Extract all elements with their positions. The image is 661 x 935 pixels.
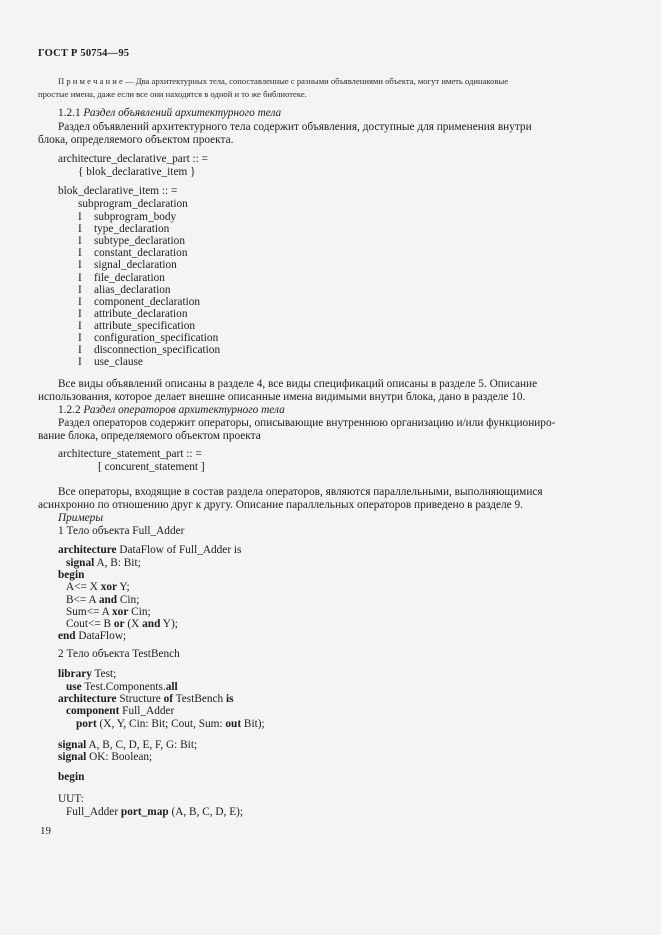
code-text: (X, Y, Cin: Bit; Cout, Sum:	[96, 718, 226, 730]
paragraph-line: Все виды объявлений описаны в разделе 4, все виды спецификаций описаны в разделе 5. Описание	[58, 378, 538, 390]
grammar-item	[78, 259, 177, 271]
grammar-item	[78, 344, 220, 356]
keyword: and	[142, 618, 161, 630]
keyword: port_map	[120, 806, 169, 818]
keyword: xor	[112, 606, 129, 618]
code-line: UUT:	[58, 793, 84, 805]
separator-mark: I	[78, 344, 82, 357]
code-text: Sum<= A	[66, 606, 113, 618]
code-line	[58, 569, 84, 581]
grammar-item	[78, 235, 185, 247]
code-text: Y);	[160, 618, 178, 630]
code-text: Test.Components.	[81, 681, 166, 693]
paragraph-line: Все операторы, входящие в состав раздела операторов, являются параллельными, выполняющимися	[58, 486, 543, 498]
code-line	[58, 693, 234, 705]
examples-label-text: Примеры	[58, 512, 103, 524]
code-line	[58, 751, 152, 763]
keyword: signal	[66, 557, 95, 569]
grammar-item-text: component_declaration	[94, 295, 201, 308]
separator-mark: I	[78, 211, 82, 223]
note-line-1: П р и м е ч а н и е — Два архитектурных тела, сопоставленные с разными объявлениями объекта, могут иметь одинаковые	[58, 76, 509, 86]
grammar-item-text: alias_declaration	[94, 283, 171, 296]
grammar-item	[78, 332, 218, 344]
code-text: A, B, C, D, E, F, G: Bit;	[86, 739, 198, 751]
section-number: 1.2.1	[58, 107, 81, 119]
code-line	[58, 668, 116, 680]
grammar-item-text: attribute_declaration	[94, 307, 188, 320]
separator-mark: I	[78, 295, 82, 308]
paragraph-line: использования, которое делает внешне описанные имена видимыми внутри блока, дано в разделе 10.	[38, 391, 526, 403]
section-title: Раздел объявлений архитектурного тела	[83, 107, 282, 119]
code-text: (A, B, C, D, E);	[168, 806, 243, 818]
grammar-line: architecture_declarative_part :: =	[58, 153, 209, 165]
code-text: DataFlow;	[75, 630, 127, 642]
keyword: architecture	[58, 693, 117, 705]
code-line	[76, 718, 265, 730]
grammar-item	[78, 247, 187, 259]
code-text: TestBench	[173, 693, 227, 705]
keyword: end	[58, 630, 76, 642]
paragraph-line: вание блока, определяемого объектом проекта	[38, 430, 261, 442]
code-text: Y;	[117, 581, 130, 593]
examples-label	[58, 512, 103, 524]
keyword: out	[225, 718, 242, 730]
keyword: xor	[100, 581, 118, 593]
separator-mark: I	[78, 319, 82, 332]
code-line	[66, 581, 130, 593]
paragraph-line: блока, определяемого объектом проекта.	[38, 134, 234, 146]
code-text: Test;	[91, 668, 117, 680]
code-text: A, B: Bit;	[94, 557, 141, 569]
separator-mark: I	[78, 356, 82, 369]
paragraph-line: Раздел объявлений архитектурного тела содержит объявления, доступные для применения внутри	[58, 121, 532, 133]
code-line	[66, 618, 178, 630]
grammar-item	[78, 284, 171, 296]
paragraph-line: Раздел операторов содержит операторы, описывающие внутреннюю организацию и/или функциониро-	[58, 417, 556, 429]
example-1-title: 1 Тело объекта Full_Adder	[58, 525, 185, 537]
code-line	[66, 594, 139, 606]
grammar-item-text: signal_declaration	[94, 259, 177, 272]
keyword: component	[66, 705, 120, 717]
keyword: port	[76, 718, 97, 730]
document-header: ГОСТ Р 50754—95	[38, 48, 130, 59]
keyword: or	[113, 618, 125, 630]
grammar-line: { blok_declarative_item }	[78, 166, 196, 178]
code-text: Full_Adder	[66, 806, 121, 818]
grammar-item-text: disconnection_specification	[94, 344, 221, 357]
code-text: OK: Boolean;	[86, 751, 153, 763]
grammar-item-text: constant_declaration	[94, 247, 188, 260]
code-text: Structure	[116, 693, 164, 705]
code-text: B<= A	[66, 594, 99, 606]
grammar-item-text: file_declaration	[94, 271, 165, 284]
separator-mark: I	[78, 271, 82, 284]
section-1-2-2-heading	[58, 404, 285, 416]
separator-mark: I	[78, 223, 82, 236]
grammar-item-text: subtype_declaration	[94, 235, 185, 248]
separator-mark: I	[78, 283, 82, 296]
separator-mark: I	[78, 235, 82, 248]
page-number: 19	[40, 825, 51, 837]
keyword: is	[226, 693, 234, 705]
separator-mark: I	[78, 307, 82, 320]
grammar-item	[78, 320, 195, 332]
grammar-item	[78, 356, 143, 368]
grammar-item	[78, 223, 169, 235]
note-line-2: простые имена, даже если все они находятся в одной и то же библиотеке.	[38, 89, 307, 99]
keyword: signal	[58, 751, 87, 763]
grammar-item-text: type_declaration	[94, 223, 170, 236]
code-line	[66, 705, 174, 717]
grammar-item	[78, 211, 176, 223]
section-title: Раздел операторов архитектурного тела	[83, 404, 285, 416]
code-line	[66, 606, 151, 618]
keyword: architecture	[58, 544, 117, 556]
code-text: (X	[124, 618, 143, 630]
grammar-item-text: use_clause	[94, 356, 143, 369]
grammar-line: [ concurent_statement ]	[98, 461, 205, 473]
grammar-item	[78, 296, 200, 308]
keyword: and	[98, 594, 118, 606]
grammar-item-text: attribute_specification	[94, 319, 196, 332]
grammar-item	[78, 272, 165, 284]
keyword: use	[66, 681, 82, 693]
code-text: Cin;	[117, 594, 140, 606]
grammar-first-item: subprogram_declaration	[78, 198, 188, 210]
grammar-head: blok_declarative_item :: =	[58, 185, 178, 197]
code-line	[66, 681, 178, 693]
example-2-title: 2 Тело объекта TestBench	[58, 648, 180, 660]
code-text: Full_Adder	[119, 705, 175, 717]
keyword: begin	[58, 771, 85, 783]
separator-mark: I	[78, 247, 82, 260]
code-line	[58, 544, 241, 556]
keyword: begin	[58, 569, 85, 581]
code-text: Bit);	[241, 718, 265, 730]
code-line	[58, 739, 197, 751]
code-line	[66, 806, 243, 818]
grammar-line: architecture_statement_part :: =	[58, 448, 202, 460]
code-text: Cout<= B	[66, 618, 114, 630]
grammar-item	[78, 308, 187, 320]
keyword: all	[165, 681, 178, 693]
separator-mark: I	[78, 332, 82, 344]
paragraph-line: асинхронно по отношению друг к другу. Описание параллельных операторов приведено в разделе 9.	[38, 499, 523, 511]
keyword: library	[58, 668, 92, 680]
keyword: signal	[58, 739, 87, 751]
code-text: A<= X	[66, 581, 101, 593]
section-1-2-1-heading	[58, 107, 281, 119]
grammar-item-text: subprogram_body	[94, 211, 177, 223]
code-line	[58, 630, 126, 642]
grammar-item-text: configuration_specification	[94, 332, 219, 344]
keyword: of	[163, 693, 174, 705]
code-text: Cin;	[128, 606, 151, 618]
code-text: DataFlow of Full_Adder is	[116, 544, 242, 556]
code-line	[58, 771, 84, 783]
code-line	[66, 557, 141, 569]
separator-mark: I	[78, 259, 82, 272]
section-number: 1.2.2	[58, 404, 81, 416]
